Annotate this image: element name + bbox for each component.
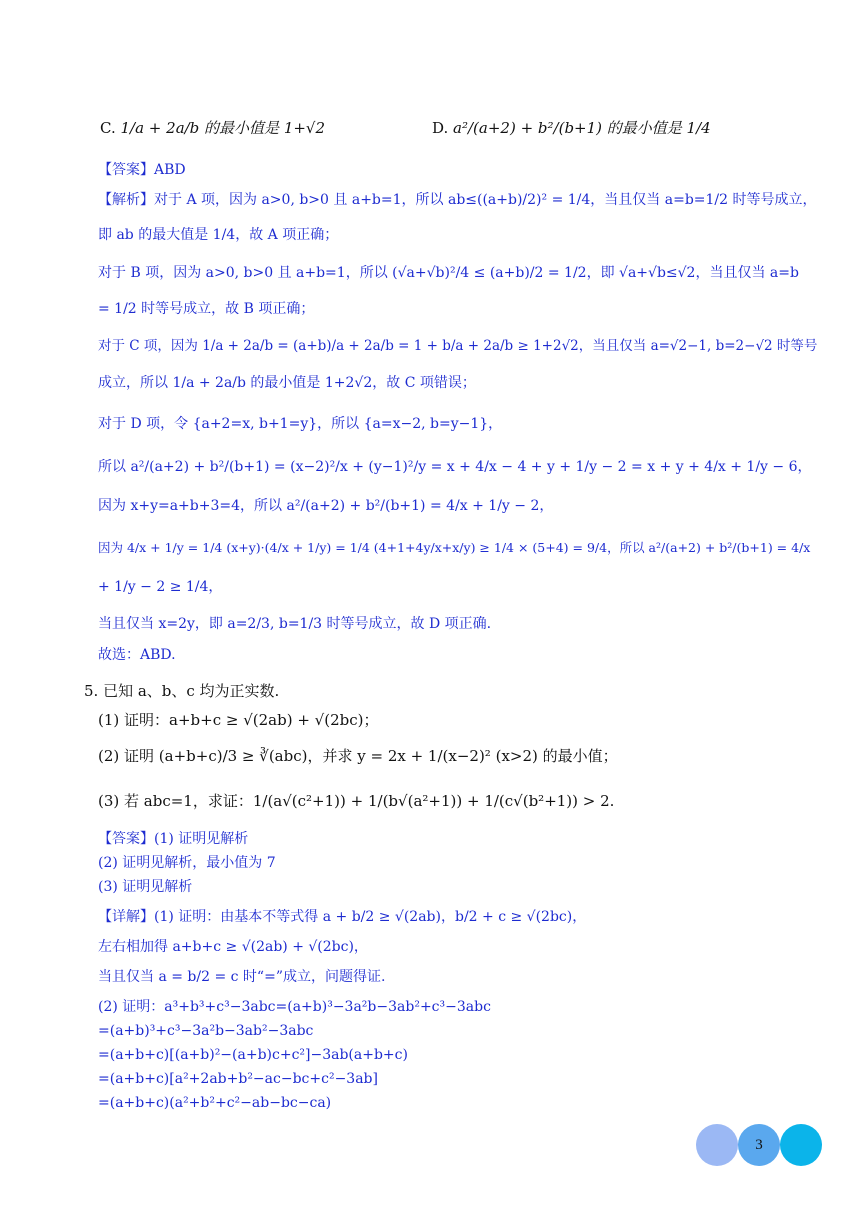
q5-detail-line: (2) 证明：a³+b³+c³−3abc=(a+b)³−3a²b−3ab²+c³−3abc bbox=[98, 999, 491, 1015]
q5-answer: (3) 证明见解析 bbox=[98, 879, 193, 895]
page-number-badge bbox=[696, 1124, 822, 1166]
page-number-circle bbox=[738, 1124, 780, 1166]
q5-detail-line: =(a+b+c)[a²+2ab+b²−ac−bc+c²−3ab] bbox=[98, 1071, 378, 1087]
q5-part: (1) 证明：a+b+c ≥ √(2ab) + √(2bc)； bbox=[98, 711, 379, 729]
q4-analysis-line: 所以 a²/(a+2) + b²/(b+1) = (x−2)²/x + (y−1)²/y = x + 4/x − 4 + y + 1/y − 2 = x + y + 4/x + 1/y − 6， bbox=[98, 459, 812, 475]
q5-detail-line: =(a+b+c)(a²+b²+c²−ab−bc−ca) bbox=[98, 1095, 332, 1111]
q4-analysis-line: 当且仅当 x=2y，即 a=2/3, b=1/3 时等号成立，故 D 项正确. bbox=[98, 616, 492, 632]
q5-detail-line: 左右相加得 a+b+c ≥ √(2ab) + √(2bc)， bbox=[98, 939, 368, 955]
q4-answer: 【答案】ABD bbox=[98, 162, 186, 178]
q4-analysis-line: 对于 B 项，因为 a>0, b>0 且 a+b=1，所以 (√a+√b)²/4 ≤ (a+b)/2 = 1/2，即 √a+√b≤√2，当且仅当 a=b bbox=[98, 265, 799, 281]
q4-analysis-line: 即 ab 的最大值是 1/4，故 A 项正确； bbox=[98, 227, 339, 243]
page-number: 3 bbox=[755, 1136, 763, 1153]
q4-analysis-line: 对于 D 项，令 {a+2=x, b+1=y}，所以 {a=x−2, b=y−1}， bbox=[98, 416, 503, 432]
circle-decoration-icon bbox=[696, 1124, 738, 1166]
circle-decoration-icon bbox=[780, 1124, 822, 1166]
option-c bbox=[100, 121, 325, 136]
q4-analysis-line: 【解析】对于 A 项，因为 a>0, b>0 且 a+b=1，所以 ab≤((a+b)/2)² = 1/4，当且仅当 a=b=1/2 时等号成立， bbox=[98, 192, 817, 208]
option-d bbox=[432, 121, 711, 136]
q4-analysis-line: 因为 4/x + 1/y = 1/4 (x+y)·(4/x + 1/y) = 1/4 (4+1+4y/x+x/y) ≥ 1/4 × (5+4) = 9/4，所以 a²/(a+2) + b²/(b+1) = 4/x bbox=[98, 540, 811, 555]
q5-stem: 5. 已知 a、b、c 均为正实数. bbox=[84, 682, 280, 700]
option-d-text: a²/(a+2) + b²/(b+1) 的最小值是 1/4 bbox=[453, 119, 711, 137]
q4-analysis-line: 因为 x+y=a+b+3=4，所以 a²/(a+2) + b²/(b+1) = 4/x + 1/y − 2， bbox=[98, 498, 554, 514]
q4-analysis-line: 成立，所以 1/a + 2a/b 的最小值是 1+2√2，故 C 项错误； bbox=[98, 375, 476, 391]
q4-analysis-line: + 1/y − 2 ≥ 1/4， bbox=[98, 579, 223, 595]
q4-analysis-line: 故选：ABD. bbox=[98, 647, 176, 663]
q5-answer: 【答案】(1) 证明见解析 bbox=[98, 831, 249, 847]
q5-detail-line: =(a+b)³+c³−3a²b−3ab²−3abc bbox=[98, 1023, 314, 1039]
q5-detail-line: =(a+b+c)[(a+b)²−(a+b)c+c²]−3ab(a+b+c) bbox=[98, 1047, 408, 1063]
option-c-text: 1/a + 2a/b 的最小值是 1+√2 bbox=[120, 119, 326, 137]
q5-part: (3) 若 abc=1，求证：1/(a√(c²+1)) + 1/(b√(a²+1)) + 1/(c√(b²+1)) > 2. bbox=[98, 792, 615, 810]
q5-detail-line: 当且仅当 a = b/2 = c 时“=”成立，问题得证. bbox=[98, 969, 386, 985]
q5-part: (2) 证明 (a+b+c)/3 ≥ ∛(abc)，并求 y = 2x + 1/(x−2)² (x>2) 的最小值； bbox=[98, 747, 618, 765]
q5-detail-line: 【详解】(1) 证明：由基本不等式得 a + b/2 ≥ √(2ab)，b/2 + c ≥ √(2bc)， bbox=[98, 909, 587, 925]
q5-answer: (2) 证明见解析，最小值为 7 bbox=[98, 855, 276, 871]
q4-analysis-line: 对于 C 项，因为 1/a + 2a/b = (a+b)/a + 2a/b = 1 + b/a + 2a/b ≥ 1+2√2，当且仅当 a=√2−1, b=2−√2 时等号 bbox=[98, 338, 818, 354]
option-d-letter: D. bbox=[432, 119, 449, 137]
q4-analysis-line: = 1/2 时等号成立，故 B 项正确； bbox=[98, 301, 315, 317]
option-c-letter: C. bbox=[100, 119, 116, 137]
